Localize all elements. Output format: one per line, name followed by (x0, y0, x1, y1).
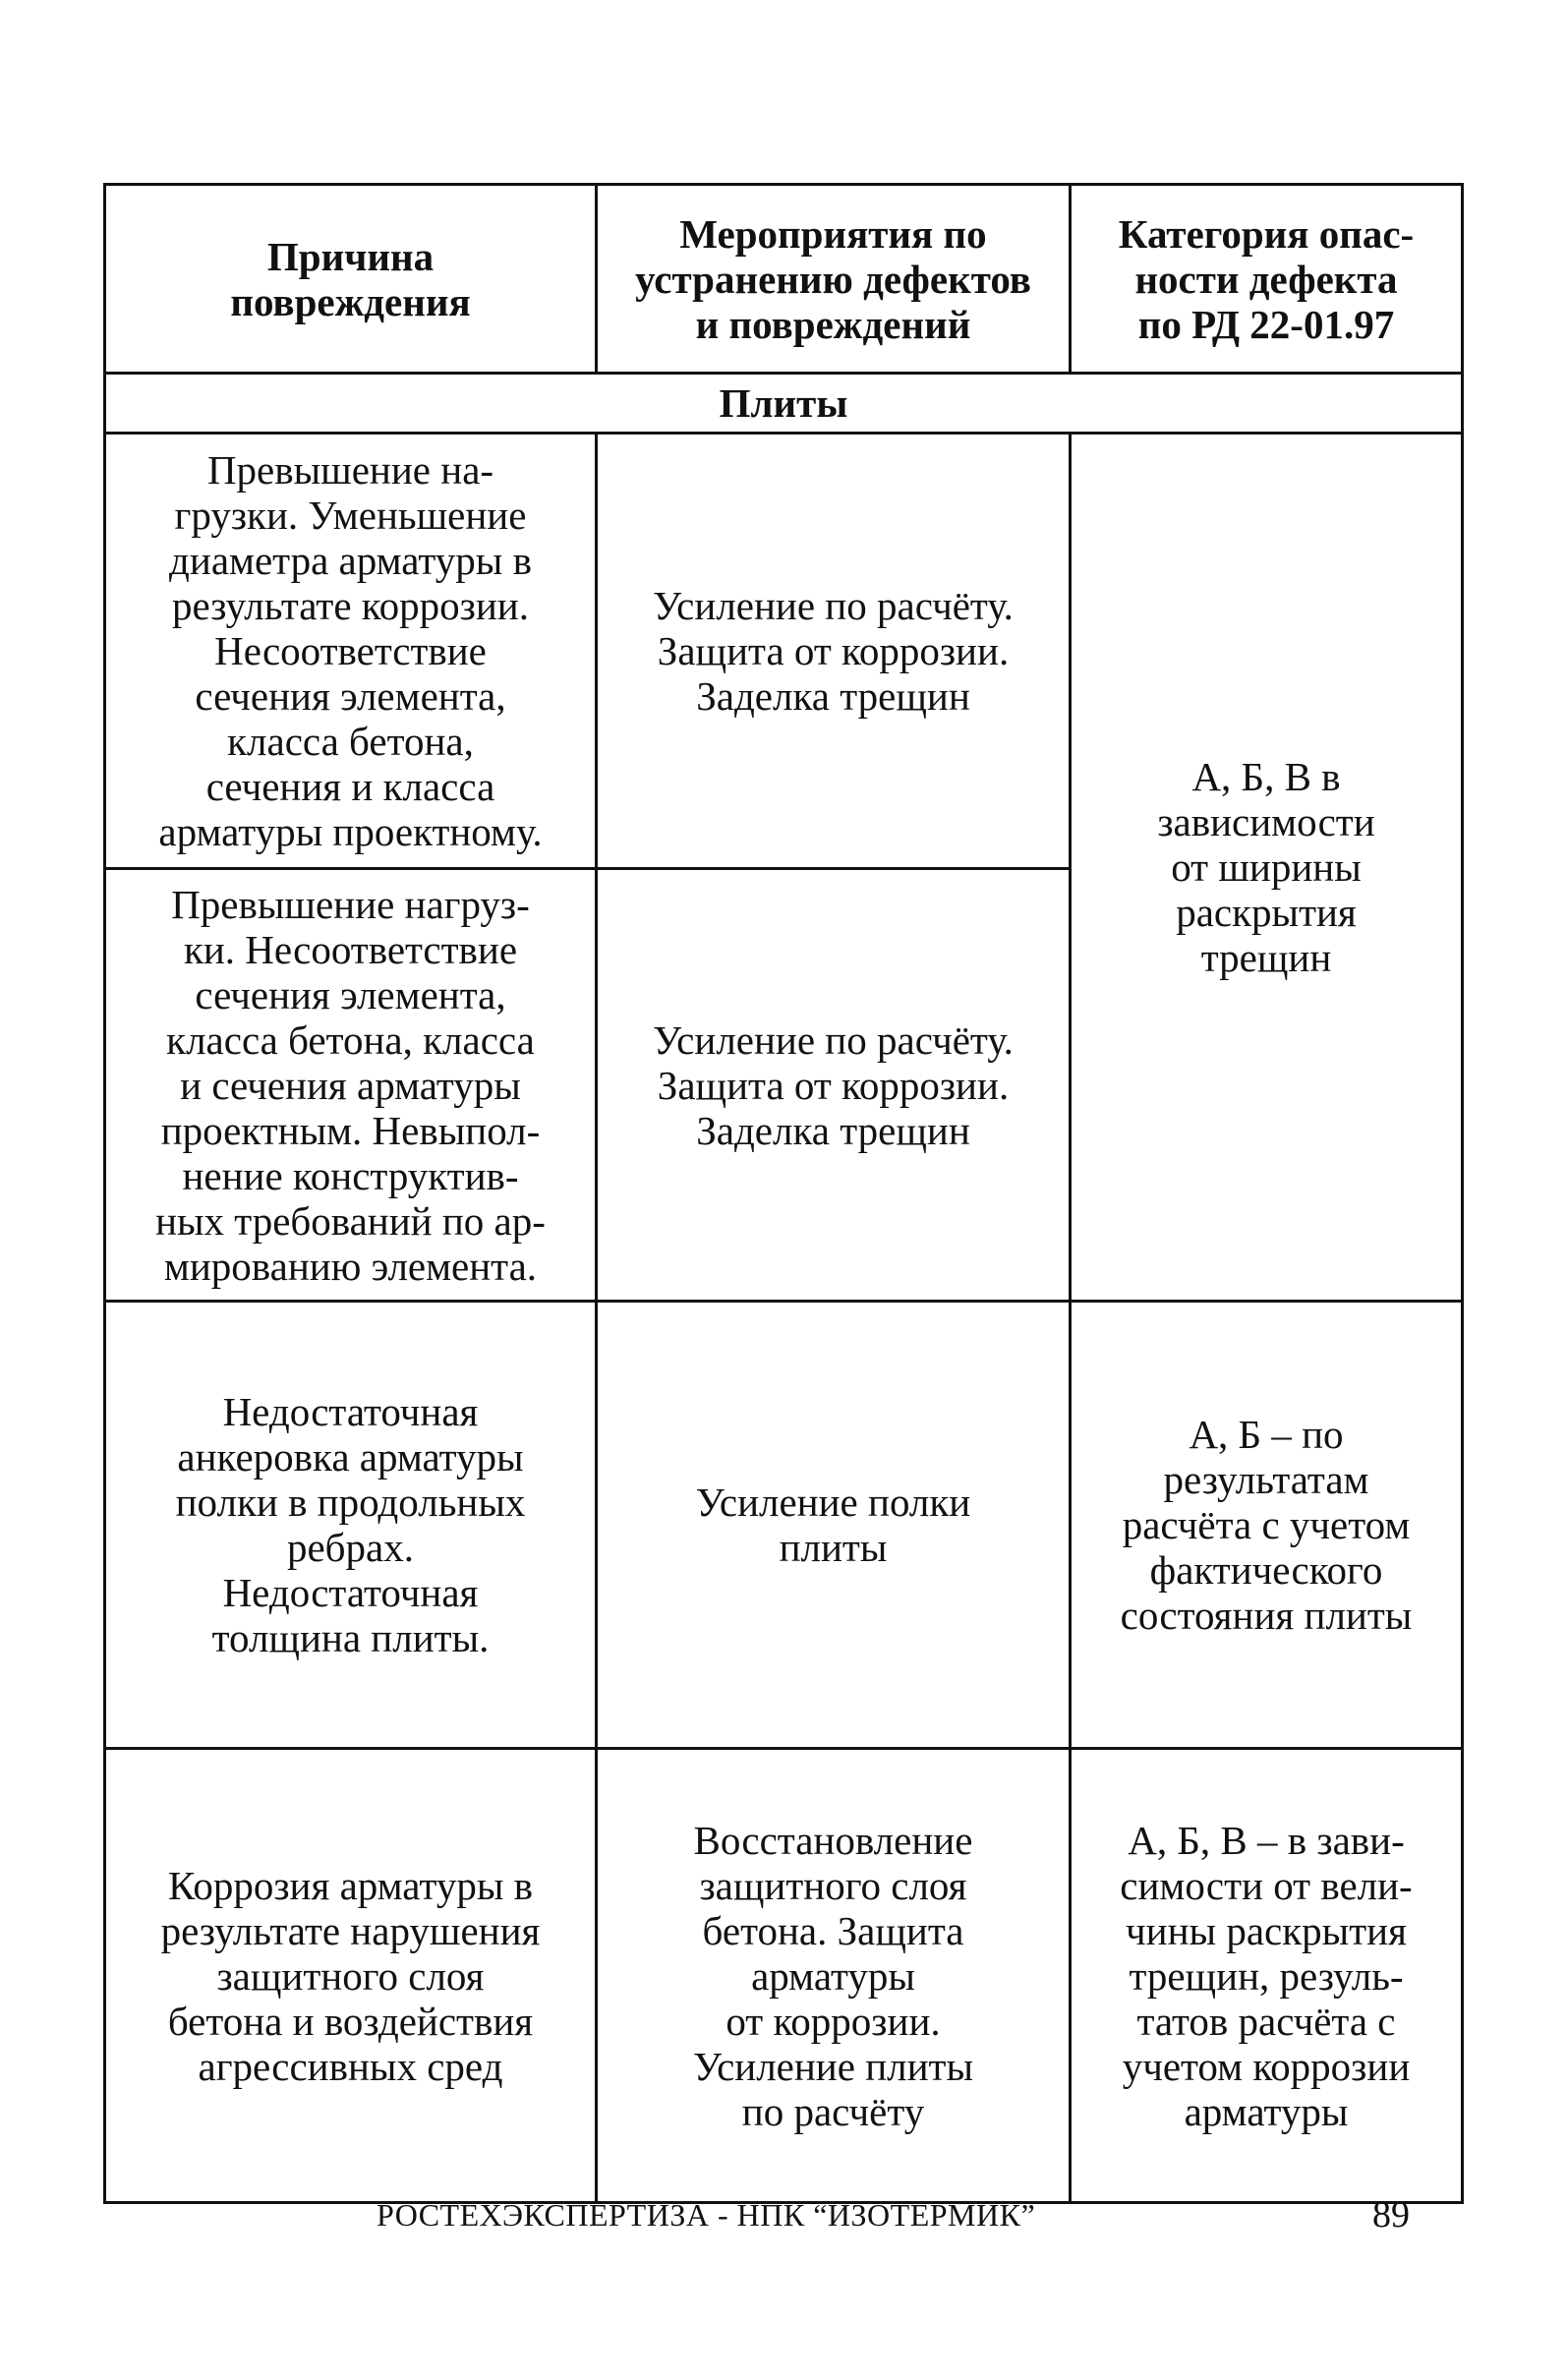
page-number: 89 (1372, 2194, 1410, 2235)
header-cause: Причина повреждения (105, 185, 597, 374)
table-row (105, 1749, 1463, 2203)
category-cell: А, Б – по результатам расчёта с учетом фактического состояния плиты (1071, 1302, 1463, 1749)
cause-cell: Превышение на- грузки. Уменьшение диаметра арматуры в результате коррозии. Несоответствие сечения элемента, класса бетона, сечения и класса арматуры проектному. (105, 434, 597, 869)
header-measures: Мероприятия по устранению дефектов и повреждений (597, 185, 1071, 374)
measures-cell: Усиление по расчёту. Защита от коррозии. Заделка трещин (597, 434, 1071, 869)
section-title: Плиты (105, 374, 1463, 434)
section-row (105, 374, 1463, 434)
page-footer (0, 2190, 1567, 2239)
header-row (105, 185, 1463, 374)
header-category: Категория опас- ности дефекта по РД 22-01.97 (1071, 185, 1463, 374)
category-cell-merged: А, Б, В в зависимости от ширины раскрытия трещин (1071, 434, 1463, 1302)
category-cell: А, Б, В – в зави- симости от вели- чины раскрытия трещин, резуль- татов расчёта с учетом коррозии арматуры (1071, 1749, 1463, 2203)
defects-table (103, 183, 1464, 2204)
footer-publisher: РОСТЕХЭКСПЕРТИЗА - НПК “ИЗОТЕРМИК” (377, 2197, 1036, 2233)
table-row (105, 1302, 1463, 1749)
measures-cell: Усиление полки плиты (597, 1302, 1071, 1749)
cause-cell: Превышение нагруз- ки. Несоответствие сечения элемента, класса бетона, класса и сечения арматуры проектным. Невыпол- нение конструктив- ных требований по ар- мированию элемента. (105, 869, 597, 1302)
cause-cell: Коррозия арматуры в результате нарушения защитного слоя бетона и воздействия агрессивных сред (105, 1749, 597, 2203)
cause-cell: Недостаточная анкеровка арматуры полки в продольных ребрах. Недостаточная толщина плиты. (105, 1302, 597, 1749)
measures-cell: Восстановление защитного слоя бетона. Защита арматуры от коррозии. Усиление плиты по расчёту (597, 1749, 1071, 2203)
table-row (105, 434, 1463, 869)
measures-cell: Усиление по расчёту. Защита от коррозии. Заделка трещин (597, 869, 1071, 1302)
